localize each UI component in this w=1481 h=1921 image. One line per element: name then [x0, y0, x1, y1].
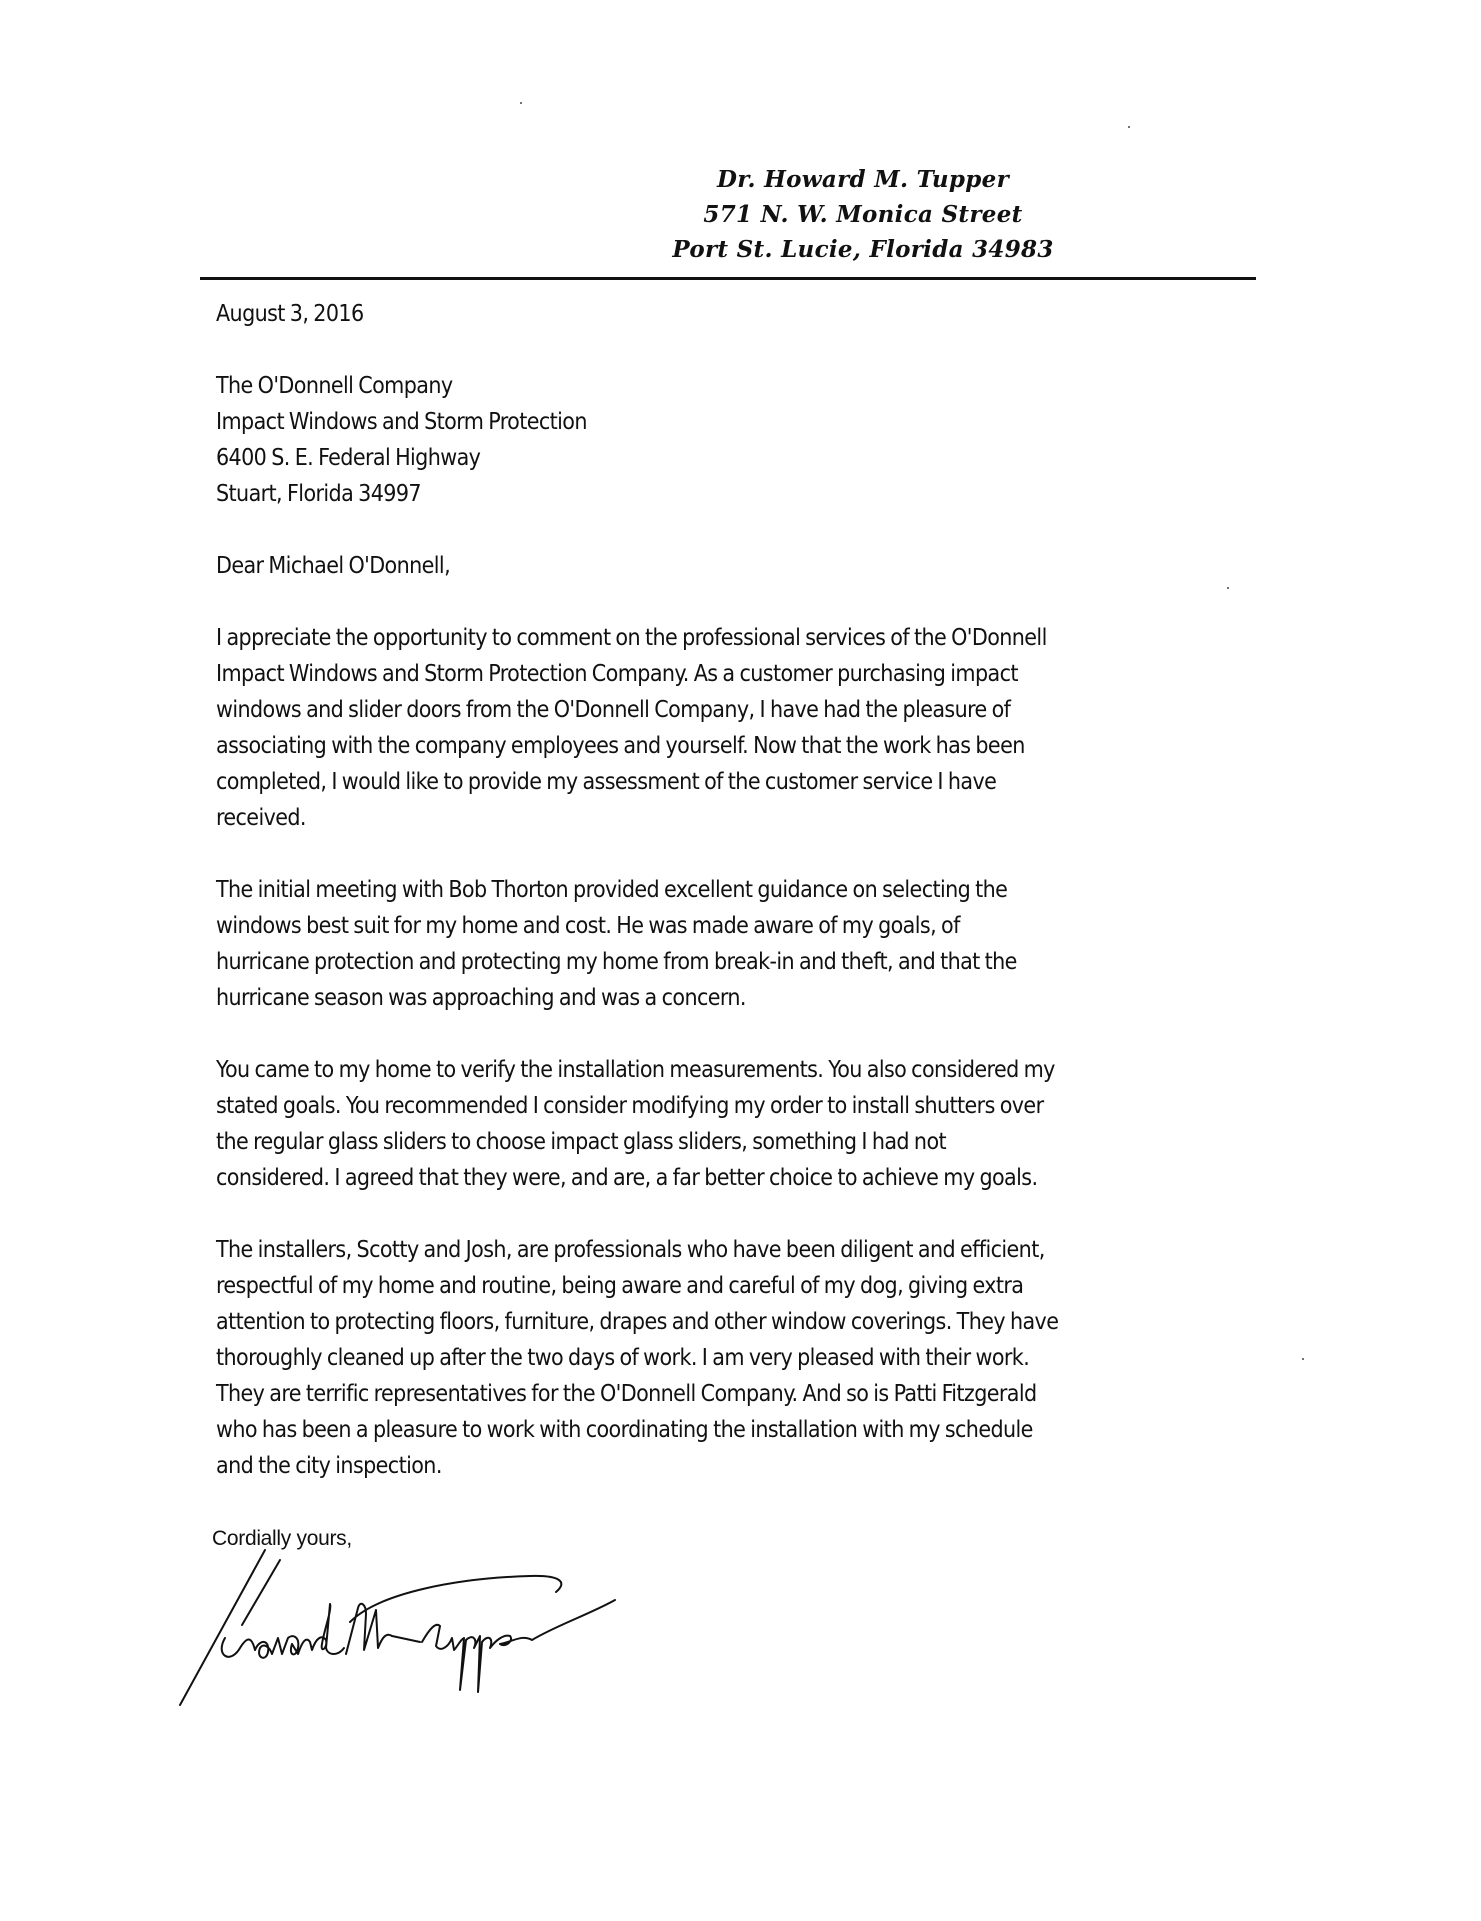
text-line: stated goals. You recommended I consider modifying my order to install shutters over: [216, 1093, 1044, 1119]
paragraph-intro: [216, 620, 1276, 836]
scan-speck: [520, 102, 522, 104]
handwritten-signature: [160, 1530, 660, 1730]
signature-stroke: [350, 1576, 561, 1622]
salutation: Dear Michael O'Donnell,: [216, 553, 451, 579]
signature-stroke: [422, 1600, 615, 1692]
letter-body: [216, 296, 1276, 1520]
signature-stroke: [180, 1550, 265, 1705]
recipient-line: 6400 S. E. Federal Highway: [216, 445, 481, 471]
text-line: hurricane protection and protecting my home from break-in and theft, and that the: [216, 949, 1017, 975]
text-line: who has been a pleasure to work with coordinating the installation with my schedule: [216, 1417, 1033, 1443]
closing: Cordially yours,: [212, 1527, 352, 1550]
text-line: thoroughly cleaned up after the two days of work. I am very pleased with their work.: [216, 1345, 1030, 1371]
letterhead-street: 571 N. W. Monica Street: [703, 201, 1023, 228]
scan-speck: [1128, 126, 1130, 128]
letterhead: [0, 162, 1481, 267]
text-line: The initial meeting with Bob Thorton provided excellent guidance on selecting the: [216, 877, 1008, 903]
text-line: and the city inspection.: [216, 1453, 442, 1479]
paragraph-initial-meeting: [216, 872, 1276, 1016]
text-line: The installers, Scotty and Josh, are professionals who have been diligent and efficient,: [216, 1237, 1045, 1263]
letterhead-divider: [200, 277, 1256, 280]
text-line: received.: [216, 805, 306, 831]
text-line: hurricane season was approaching and was a concern.: [216, 985, 746, 1011]
text-line: I appreciate the opportunity to comment on the professional services of the O'Donnell: [216, 625, 1047, 651]
signature-stroke: [346, 1604, 392, 1654]
signature-stroke: [242, 1560, 280, 1625]
text-line: attention to protecting floors, furniture, drapes and other window coverings. They have: [216, 1309, 1059, 1335]
letter-date: August 3, 2016: [216, 301, 364, 327]
text-line: associating with the company employees and yourself. Now that the work has been: [216, 733, 1025, 759]
text-line: completed, I would like to provide my assessment of the customer service I have: [216, 769, 997, 795]
recipient-line: Impact Windows and Storm Protection: [216, 409, 587, 435]
scan-speck: [1302, 1358, 1304, 1360]
text-line: respectful of my home and routine, being aware and careful of my dog, giving extra: [216, 1273, 1024, 1299]
text-line: considered. I agreed that they were, and are, a far better choice to achieve my goals.: [216, 1165, 1038, 1191]
recipient-address: [216, 368, 1276, 512]
text-line: They are terrific representatives for the O'Donnell Company. And so is Patti Fitzgerald: [216, 1381, 1037, 1407]
signature-stroke: [222, 1638, 255, 1657]
text-line: You came to my home to verify the installation measurements. You also considered my: [216, 1057, 1055, 1083]
signature-stroke: [255, 1604, 344, 1658]
paragraph-installers: [216, 1232, 1276, 1484]
recipient-line: The O'Donnell Company: [216, 373, 453, 399]
signature-stroke: [392, 1636, 420, 1642]
text-line: windows best suit for my home and cost. He was made aware of my goals, of: [216, 913, 960, 939]
letterhead-name: Dr. Howard M. Tupper: [716, 166, 1010, 193]
recipient-line: Stuart, Florida 34997: [216, 481, 421, 507]
text-line: Impact Windows and Storm Protection Company. As a customer purchasing impact: [216, 661, 1018, 687]
letterhead-city: Port St. Lucie, Florida 34983: [672, 236, 1054, 263]
text-line: windows and slider doors from the O'Donnell Company, I have had the pleasure of: [216, 697, 1011, 723]
text-line: the regular glass sliders to choose impact glass sliders, something I had not: [216, 1129, 947, 1155]
paragraph-home-visit: [216, 1052, 1276, 1196]
